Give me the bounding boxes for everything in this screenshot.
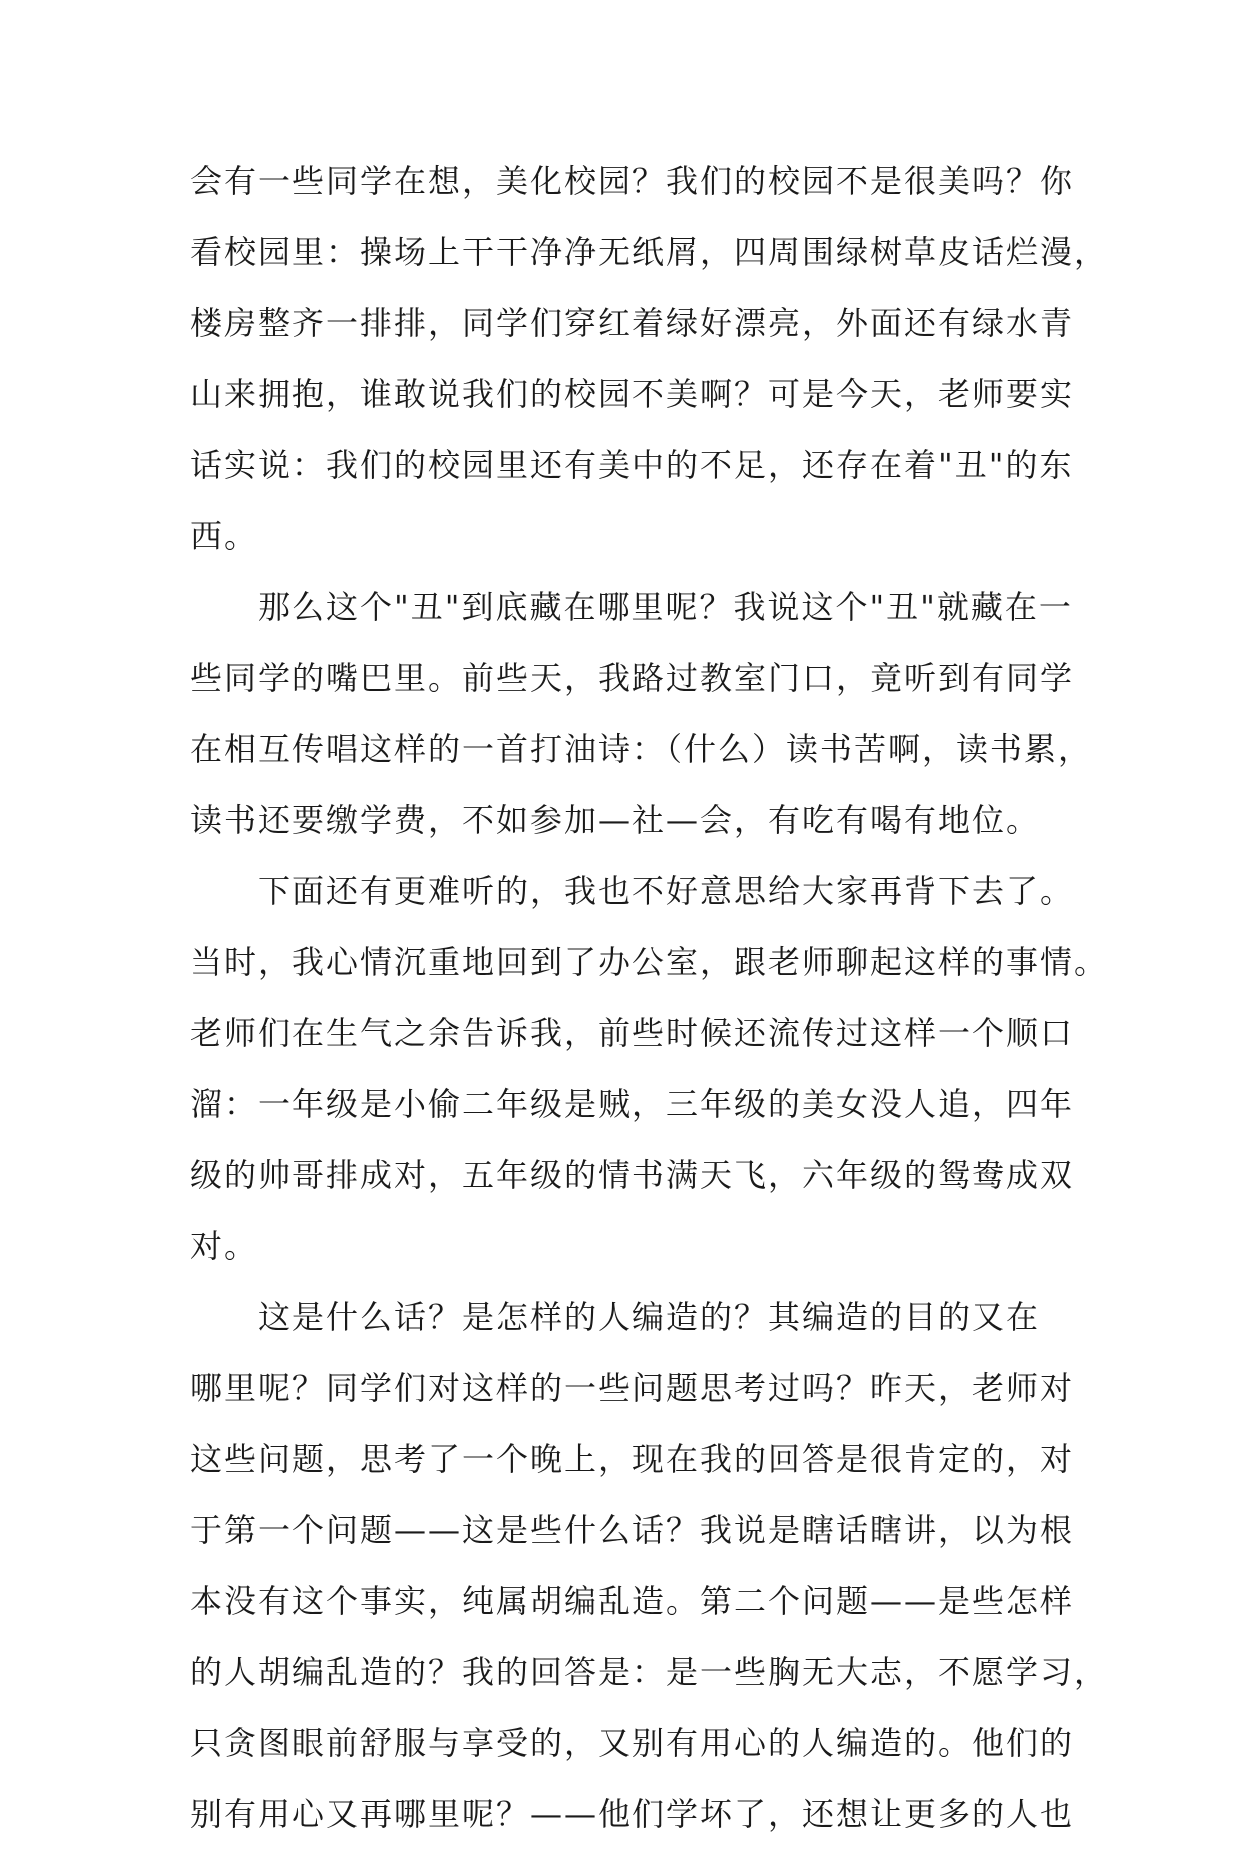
text-line: 别有用心又再哪里呢？——他们学坏了，还想让更多的人也	[190, 1795, 1075, 1833]
text-line: 山来拥抱，谁敢说我们的校园不美啊？可是今天，老师要实	[190, 375, 1075, 413]
text-line: 级的帅哥排成对，五年级的情书满天飞，六年级的鸳鸯成双	[190, 1156, 1075, 1194]
text-line: 读书还要缴学费，不如参加—社—会，有吃有喝有地位。	[190, 801, 1041, 839]
text-line: 看校园里：操场上干干净净无纸屑，四周围绿树草皮话烂漫，	[190, 233, 1109, 271]
text-line: 于第一个问题——这是些什么话？我说是瞎话瞎讲，以为根	[190, 1511, 1075, 1549]
text-line: 楼房整齐一排排，同学们穿红着绿好漂亮，外面还有绿水青	[190, 304, 1075, 342]
text-line: 下面还有更难听的，我也不好意思给大家再背下去了。	[190, 872, 1075, 910]
text-line: 只贪图眼前舒服与享受的，又别有用心的人编造的。他们的	[190, 1724, 1075, 1762]
text-line: 些同学的嘴巴里。前些天，我路过教室门口，竟听到有同学	[190, 659, 1075, 697]
text-line: 当时，我心情沉重地回到了办公室，跟老师聊起这样的事情。	[190, 943, 1109, 981]
text-line: 哪里呢？同学们对这样的一些问题思考过吗？昨天，老师对	[190, 1369, 1075, 1407]
text-line: 那么这个"丑"到底藏在哪里呢？我说这个"丑"就藏在一	[190, 588, 1073, 626]
text-line: 老师们在生气之余告诉我，前些时候还流传过这样一个顺口	[190, 1014, 1075, 1052]
text-line: 本没有这个事实，纯属胡编乱造。第二个问题——是些怎样	[190, 1582, 1075, 1620]
text-line: 这些问题，思考了一个晚上，现在我的回答是很肯定的，对	[190, 1440, 1075, 1478]
text-line: 对。	[190, 1227, 259, 1265]
text-line: 在相互传唱这样的一首打油诗：（什么）读书苦啊，读书累，	[190, 730, 1093, 768]
text-line: 的人胡编乱造的？我的回答是：是一些胸无大志，不愿学习，	[190, 1653, 1109, 1691]
text-line: 话实说：我们的校园里还有美中的不足，还存在着"丑"的东	[190, 446, 1074, 484]
text-line: 西。	[190, 517, 259, 555]
text-line: 会有一些同学在想，美化校园？我们的校园不是很美吗？你	[190, 162, 1075, 200]
text-line: 这是什么话？是怎样的人编造的？其编造的目的又在	[190, 1298, 1041, 1336]
body-text	[190, 146, 1109, 1850]
text-line: 溜：一年级是小偷二年级是贼，三年级的美女没人追，四年	[190, 1085, 1075, 1123]
